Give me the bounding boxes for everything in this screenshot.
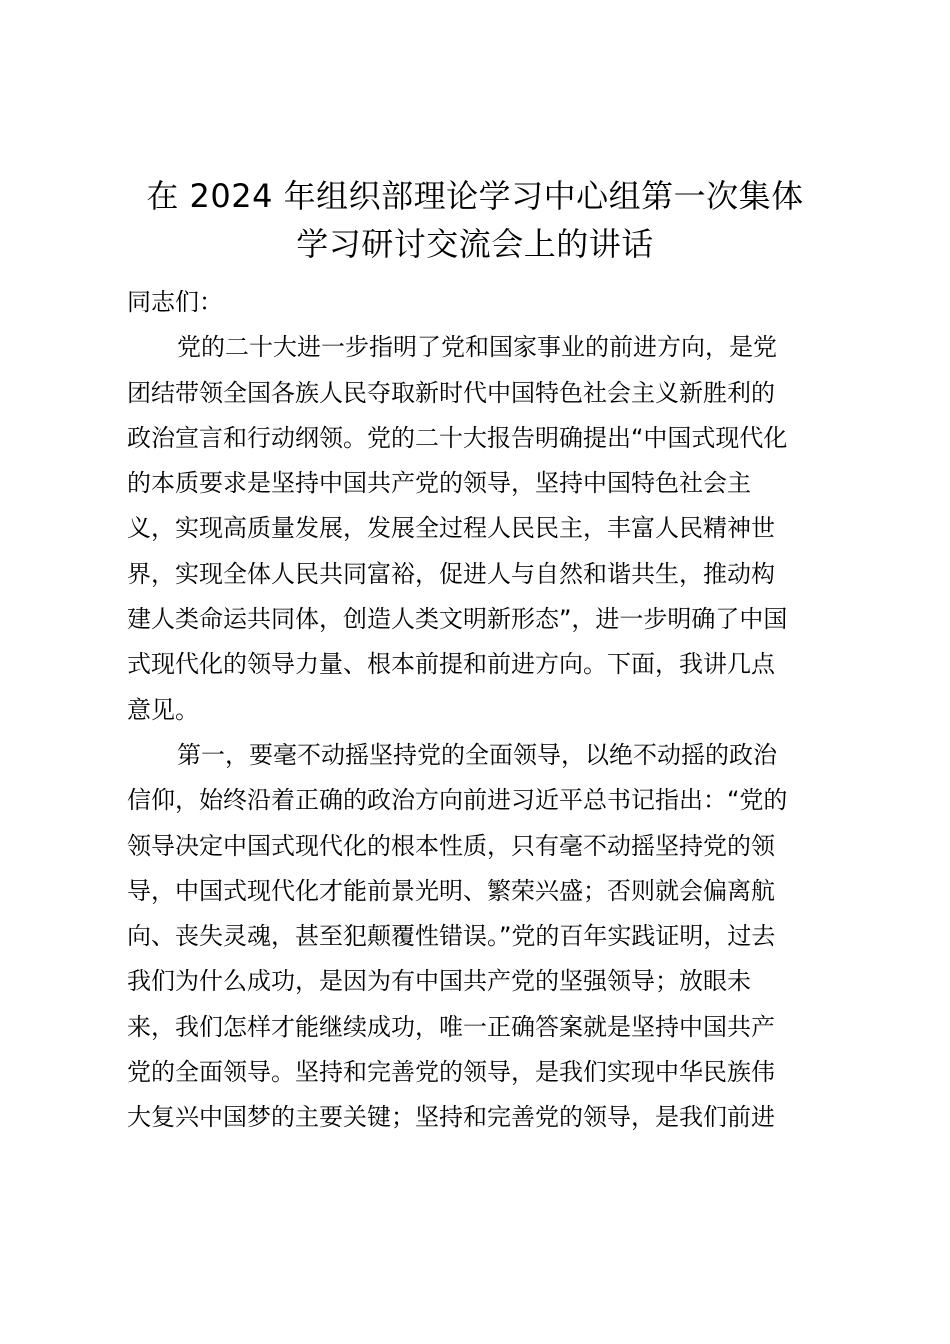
paragraph-line: 党的二十大进一步指明了党和国家事业的前进方向，是党 [177, 333, 777, 362]
paragraph-2 [127, 733, 837, 1141]
title-line: 学习研讨交流会上的讲话 [296, 225, 654, 263]
paragraph-line: 团结带领全国各族人民夺取新时代中国特色社会主义新胜利的 [127, 378, 775, 407]
paragraph-line: 政治宣言和行动纲领。党的二十大报告明确提出“中国式现代化 [127, 423, 788, 452]
title-line: 在 2024 年组织部理论学习中心组第一次集体 [146, 177, 804, 215]
paragraph-line: 建人类命运共同体，创造人类文明新形态”，进一步明确了中国 [127, 605, 788, 634]
paragraph-line: 导，中国式现代化才能前景光明、繁荣兴盛；否则就会偏离航 [127, 876, 775, 905]
paragraph-line: 意见。 [127, 695, 199, 724]
paragraph-1 [127, 325, 837, 733]
paragraph-line: 党的全面领导。坚持和完善党的领导，是我们实现中华民族伟 [127, 1058, 775, 1087]
paragraph-line: 第一，要毫不动摇坚持党的全面领导，以绝不动摇的政治 [177, 740, 777, 769]
document-title [100, 172, 850, 268]
paragraph-line: 界，实现全体人民共同富裕，促进人与自然和谐共生，推动构 [127, 559, 775, 588]
paragraph-line: 的本质要求是坚持中国共产党的领导，坚持中国特色社会主 [127, 469, 751, 498]
paragraph-line: 领导决定中国式现代化的根本性质，只有毫不动摇坚持党的领 [127, 831, 775, 860]
paragraph-line: 向、丧失灵魂，甚至犯颠覆性错误。”党的百年实践证明，过去 [127, 922, 776, 951]
paragraph-line: 式现代化的领导力量、根本前提和前进方向。下面，我讲几点 [127, 650, 775, 679]
paragraph-line: 义，实现高质量发展，发展全过程人民民主，丰富人民精神世 [127, 514, 775, 543]
paragraph-line: 信仰，始终沿着正确的政治方向前进习近平总书记指出：“党的 [127, 786, 788, 815]
paragraph-line: 来，我们怎样才能继续成功，唯一正确答案就是坚持中国共产 [127, 1012, 775, 1041]
salutation: 同志们： [127, 288, 223, 316]
paragraph-line: 我们为什么成功，是因为有中国共产党的坚强领导；放眼未 [127, 967, 751, 996]
document-body [127, 280, 837, 1141]
paragraph-line: 大复兴中国梦的主要关键；坚持和完善党的领导，是我们前进 [127, 1103, 775, 1132]
